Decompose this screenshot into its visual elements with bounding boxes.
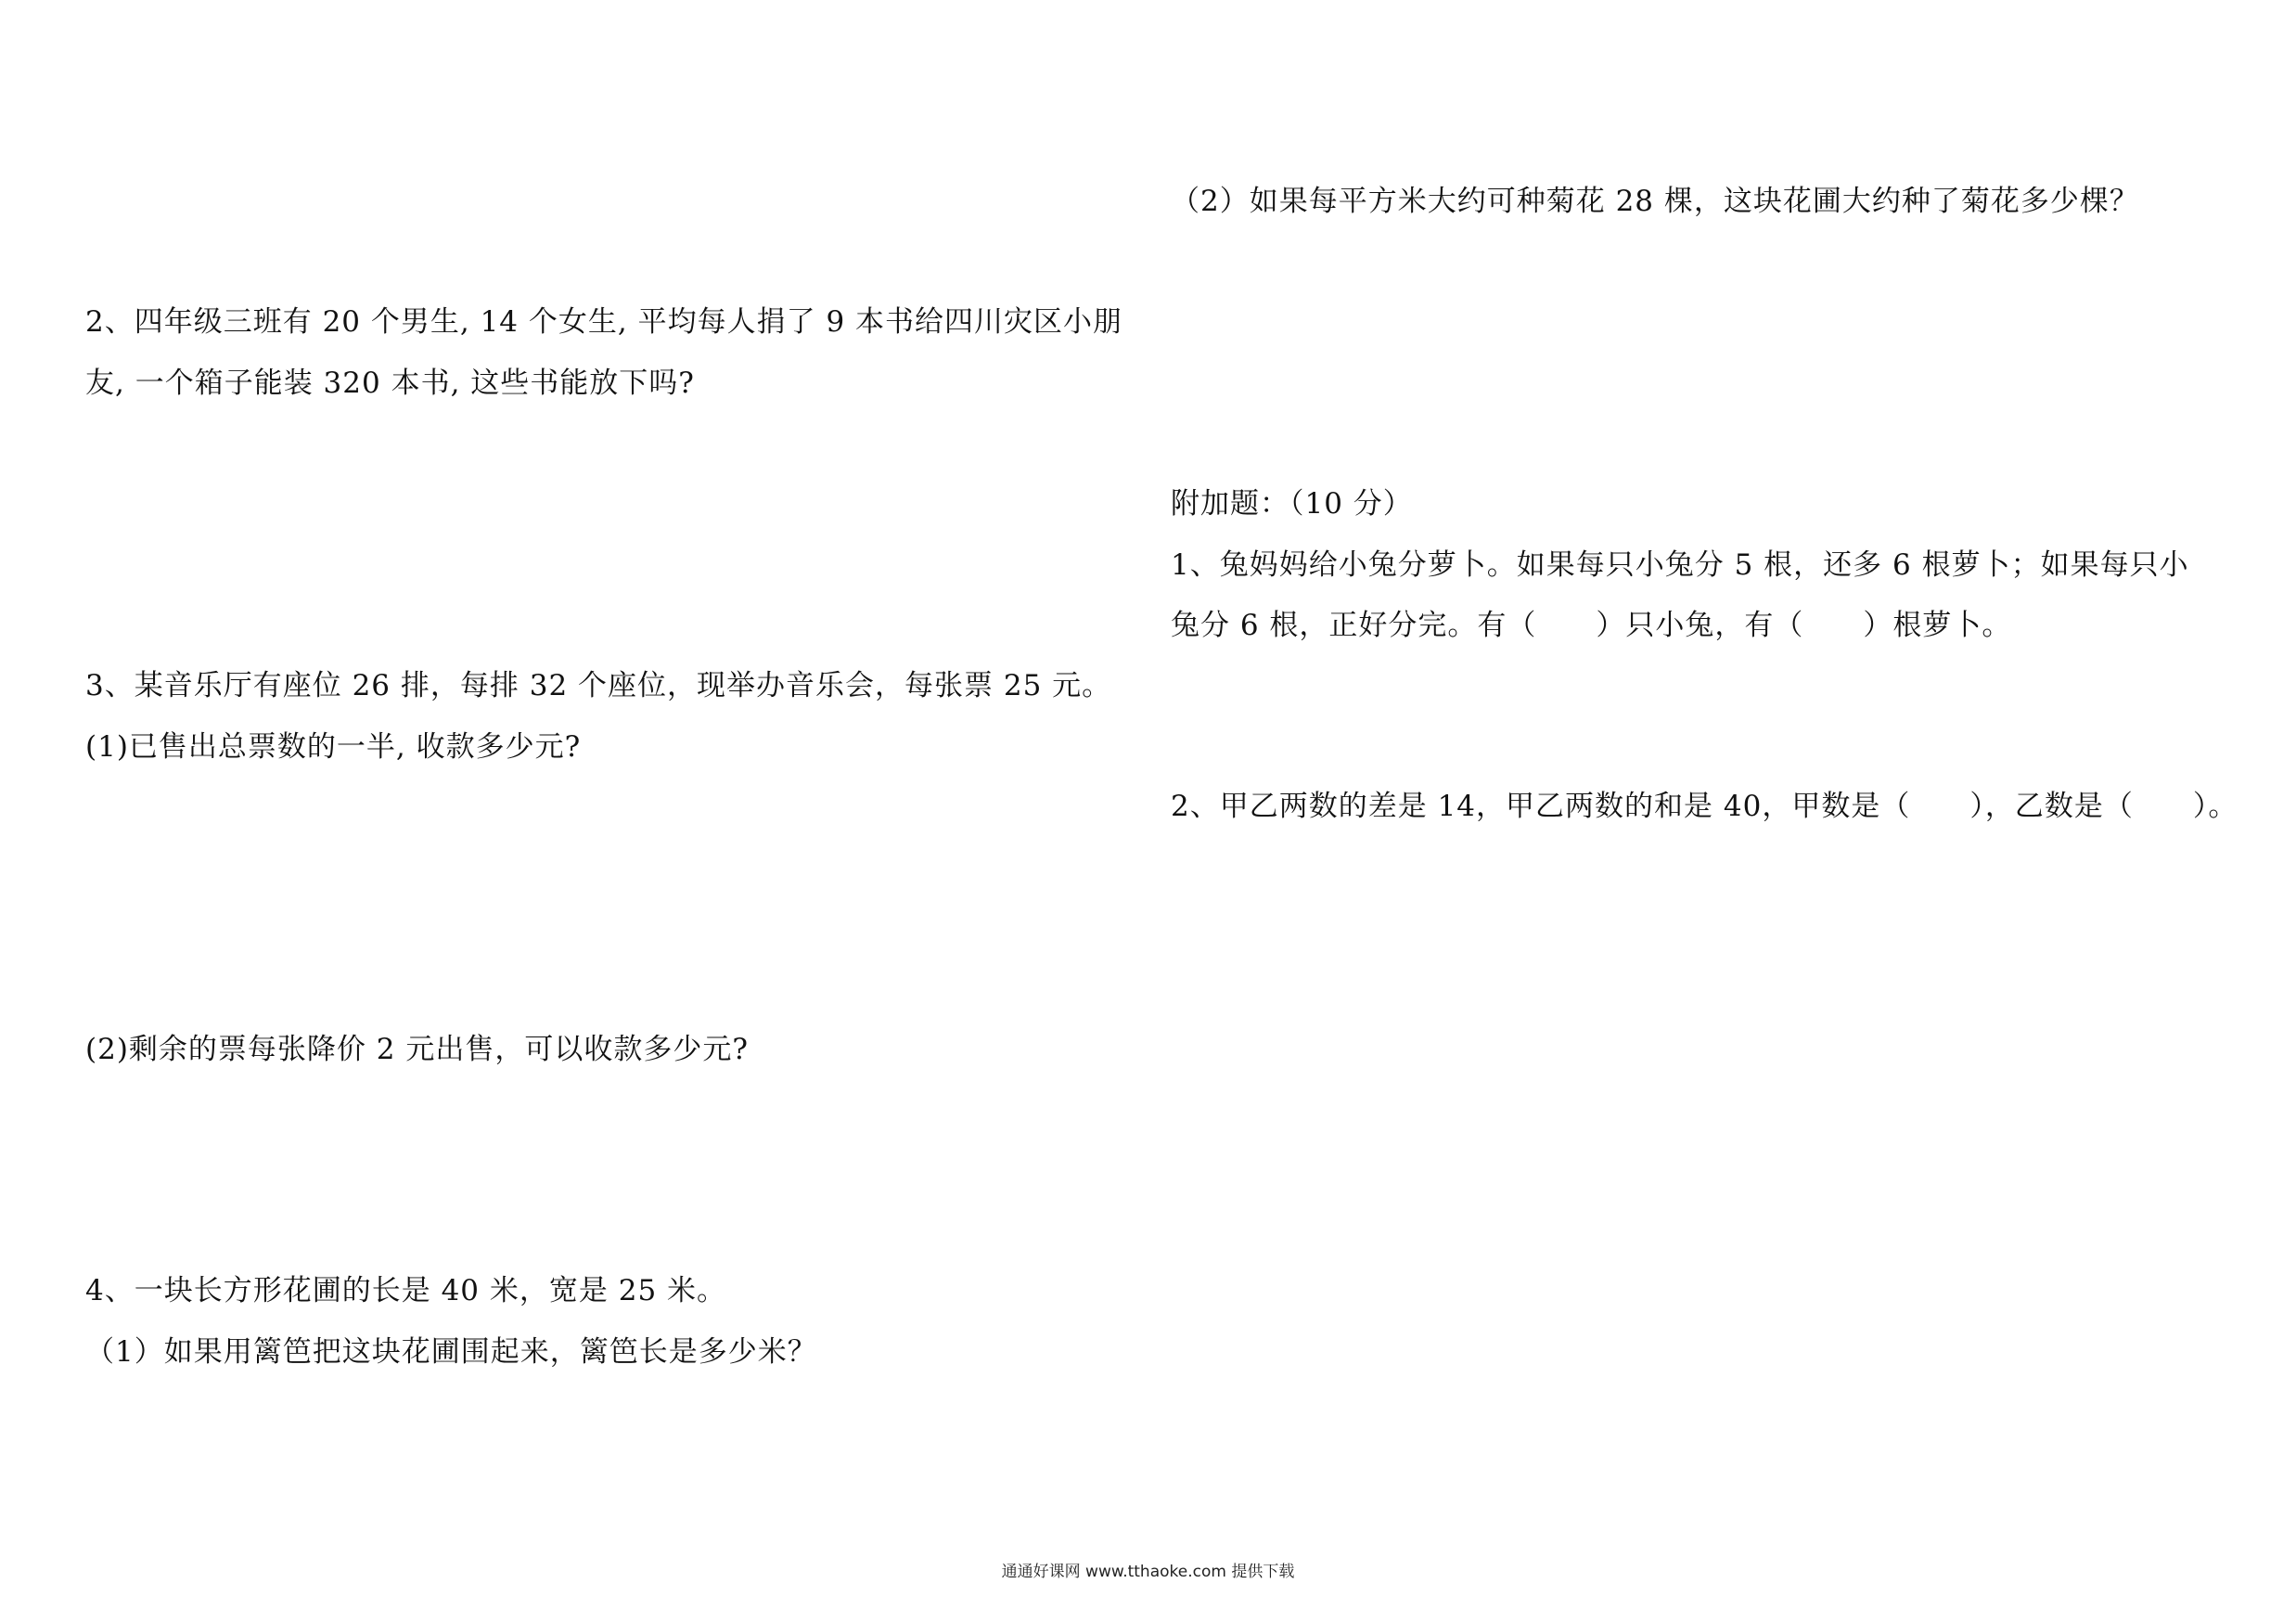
question-3-part-2: (2)剩余的票每张降价 2 元出售，可以收款多少元? (85, 1033, 749, 1066)
question-4-line-1: 4、一块长方形花圃的长是 40 米，宽是 25 米。 (85, 1274, 727, 1307)
bonus-question-1-line-2: 兔分 6 根，正好分完。有（ ）只小兔，有（ ）根萝卜。 (1171, 609, 2012, 642)
bonus-section-title: 附加题：（10 分） (1171, 487, 1413, 521)
question-2-line-1: 2、四年级三班有 20 个男生, 14 个女生, 平均每人捐了 9 本书给四川灾区小朋 (85, 305, 1123, 339)
bonus-question-1-line-1: 1、兔妈妈给小兔分萝卜。如果每只小兔分 5 根，还多 6 根萝卜；如果每只小 (1171, 548, 2189, 582)
question-3-part-1: (1)已售出总票数的一半, 收款多少元? (85, 730, 582, 764)
question-4-part-1: （1）如果用篱笆把这块花圃围起来，篱笆长是多少米？ (85, 1335, 817, 1369)
question-3-line-1: 3、某音乐厅有座位 26 排，每排 32 个座位，现举办音乐会，每张票 25 元。 (85, 669, 1112, 702)
question-2-line-2: 友, 一个箱子能装 320 本书, 这些书能放下吗? (85, 367, 695, 400)
question-4-part-2: （2）如果每平方米大约可种菊花 28 棵，这块花圃大约种了菊花多少棵？ (1171, 185, 2139, 218)
footer-credit: 通通好课网 www.tthaoke.com 提供下载 (1001, 1563, 1295, 1581)
bonus-question-2: 2、甲乙两数的差是 14，甲乙两数的和是 40，甲数是（ ），乙数是（ ）。 (1171, 790, 2238, 823)
